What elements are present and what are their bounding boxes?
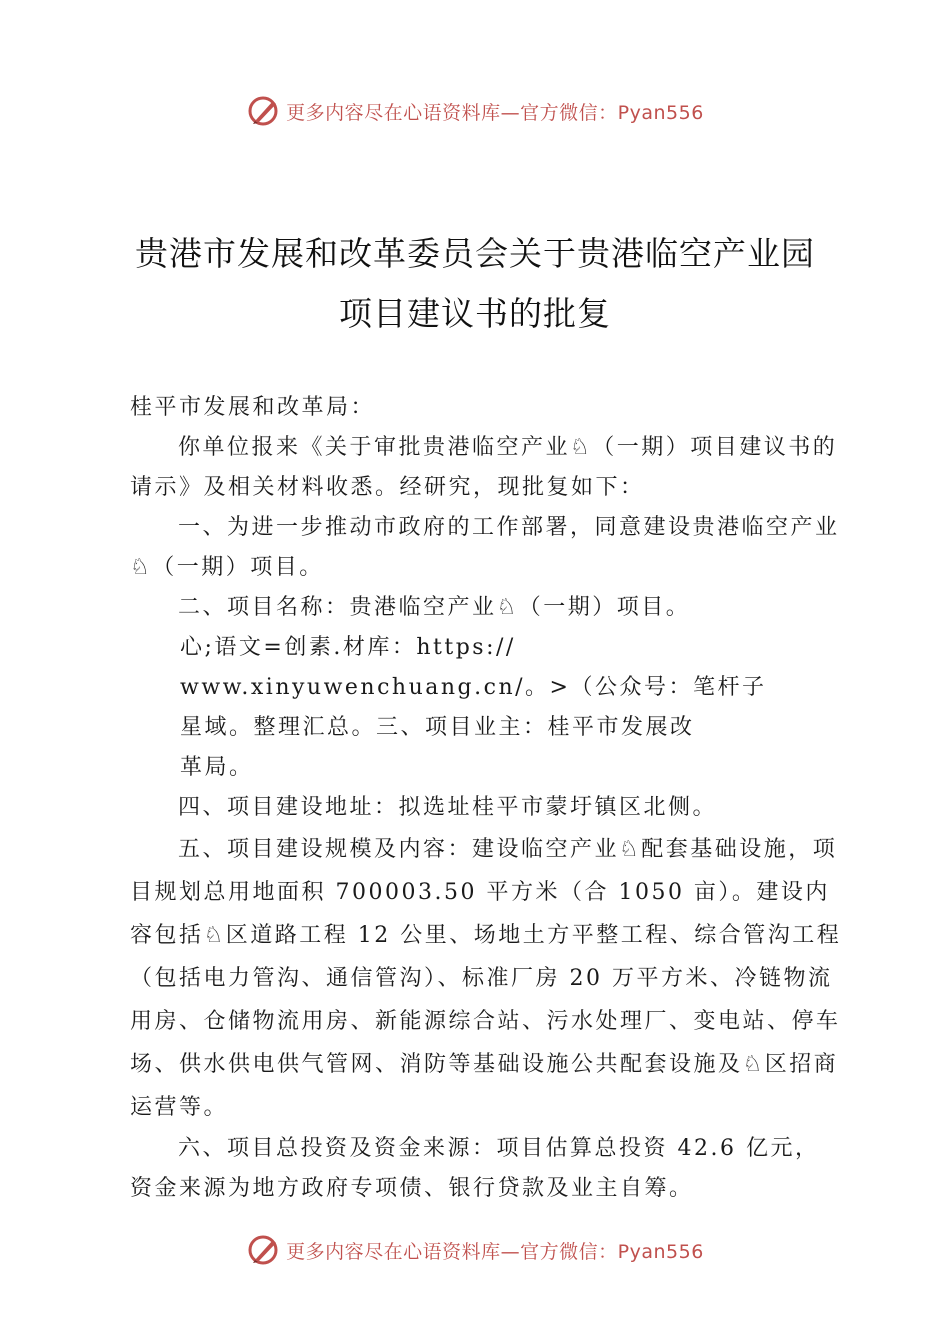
item-2-paragraph: 二、项目名称：贵港临空产业♘（一期）项目。 <box>178 595 691 620</box>
title-line-2: 项目建议书的批复 <box>339 294 611 333</box>
intro-paragraph: 你单位报来《关于审批贵港临空产业♘（一期）项目建议书的请示》及相关材料收悉。经研究，现批复如下： <box>130 435 838 500</box>
pen-on-circle-logo-icon <box>246 94 280 128</box>
source-line-4: 革局。 <box>180 755 254 780</box>
item-4-paragraph: 四、项目建设地址：拟选址桂平市蒙圩镇区北侧。 <box>178 795 718 820</box>
salutation: 桂平市发展和改革局： <box>130 395 376 420</box>
header-watermark <box>0 94 950 128</box>
footer-watermark-text: 更多内容尽在心语资料库—官方微信：Pyan556 <box>286 1240 704 1263</box>
source-line-2: www.xinyuwenchuang.cn/。>（公众号：笔杆子 <box>180 675 767 700</box>
document-title <box>95 224 855 344</box>
source-line-3: 星域。整理汇总。三、项目业主：桂平市发展改 <box>180 715 695 740</box>
footer-watermark <box>0 1233 950 1267</box>
pen-on-circle-logo-icon <box>246 1233 280 1267</box>
title-line-1: 贵港市发展和改革委员会关于贵港临空产业园 <box>135 234 815 273</box>
item-1-paragraph: 一、为进一步推动市政府的工作部署，同意建设贵港临空产业♘（一期）项目。 <box>130 515 840 580</box>
header-watermark-text: 更多内容尽在心语资料库—官方微信：Pyan556 <box>286 101 704 124</box>
document-body <box>130 388 842 1209</box>
source-line-1: 心;语文=创素.材库：https:// <box>180 635 516 660</box>
item-5-paragraph: 五、项目建设规模及内容：建设临空产业♘配套基础设施，项目规划总用地面积 700003.50 平方米（合 1050 亩）。建设内容包括♘区道路工程 12 公里、场地土方平整工程、综合管沟工程（包括电力管沟、通信管沟）、标准厂房 20 万平方米、冷链物流用房、仓储物流用房、新能源综合站、污水处理厂、变电站、停车场、供水供电供气管网、消防等基础设施公共配套设施及♘区招商运营等。 <box>130 837 842 1120</box>
item-6-paragraph: 六、项目总投资及资金来源：项目估算总投资 42.6 亿元，资金来源为地方政府专项债、银行贷款及业主自筹。 <box>130 1136 820 1201</box>
